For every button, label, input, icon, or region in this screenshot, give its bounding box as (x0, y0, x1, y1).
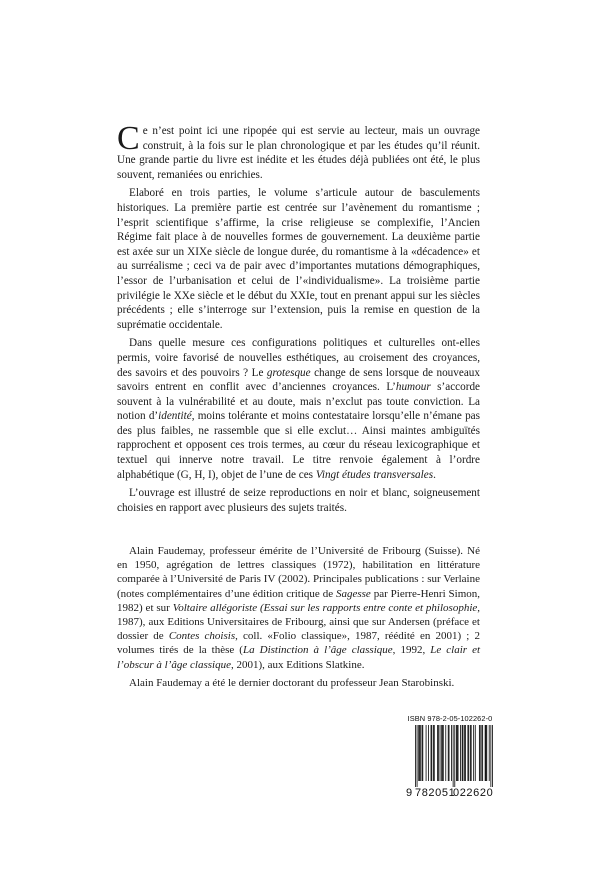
author-bio-paragraph-1: Alain Faudemay, professeur émérite de l’Université de Fribourg (Suisse). Né en 1950, agrégation de lettres classiques (1972), habilitation en littérature comparée à l’Université de Paris IV (2002). Principales publications : sur Verlaine (notes complémentaires d’une édition critique de Sagesse par Pierre-Henri Simon, 1982) et sur Voltaire allégoriste (Essai sur les rapports entre conte et philosophie, 1987), aux Editions Universitaires de Fribourg, ainsi que sur Andersen (préface et dossier de Contes choisis, coll. «Folio classique», 1987, réédité en 2001) ; 2 volumes tirés de la thèse (La Distinction à l’âge classique, 1992, Le clair et l’obscur à l’âge classique, 2001), aux Editions Slatkine. (117, 545, 481, 671)
barcode-digits: 9 782051 022620 (406, 787, 494, 799)
barcode-bar (464, 725, 465, 781)
barcode-bar (445, 725, 446, 781)
barcode-bar (442, 725, 443, 781)
barcode-bar (475, 725, 476, 781)
barcode-bar (441, 725, 442, 781)
barcode-bar (422, 725, 423, 781)
blurb-paragraph-4: L’ouvrage est illustré de seize reproductions en noir et blanc, soigneusement choisies en rapport avec plusieurs des sujets traités. (117, 487, 480, 514)
barcode-bar (465, 725, 466, 781)
barcode-bar (454, 725, 455, 787)
barcode-bar (431, 725, 432, 781)
barcode-bar (422, 725, 423, 781)
barcode-bar (428, 725, 429, 781)
blurb-paragraph-1: Ce n’est point ici une ripopée qui est servie au lecteur, mais un ouvrage construit, à la fois sur le plan chronologique et par les études qu’il réunit. Une grande partie du livre est inédite et les études déjà publiées ont été, le plus souvent, remaniées ou enrichies. (117, 120, 480, 181)
barcode-bar (448, 725, 449, 781)
title-clair-obscur: Le clair et l’obscur à l’âge classique (117, 644, 481, 671)
barcode-bar (449, 725, 450, 781)
term-identite: identité (158, 410, 192, 423)
isbn-label: ISBN 978-2-05-102262-0 (407, 714, 493, 723)
barcode-bar (443, 725, 444, 781)
title-voltaire: Voltaire allégoriste (Essai sur les rapports entre conte et philosophie (172, 601, 478, 614)
barcode-bar (426, 725, 427, 781)
barcode-bar (492, 725, 493, 787)
barcode-bar (490, 725, 491, 787)
barcode-bar (456, 725, 457, 781)
book-title-reference: Vingt études transversales (315, 468, 434, 481)
author-bio (117, 544, 480, 694)
term-grotesque: grotesque (266, 366, 311, 379)
blurb-paragraph-2: Elaboré en trois parties, le volume s’articule autour de basculements historiques. La première partie est centrée sur l’avènement du romantisme ; l’esprit scientifique s’affirme, la crise religieuse se complexifie, l’Ancien Régime fait place à de nouvelles formes de gouvernement. La deuxième partie est axée sur un XIXe siècle de longue durée, du romantisme à la «décadence» et au surréalisme ; ceci va de pair avec d’importantes mutations démographiques, l’essor de l’urbanisation et celui de l’«individualisme». La troisième partie privilégie le XXe siècle et le début du XXIe, tout en prenant appui sur les siècles précédents ; elle s’interroge sur l’extension, puis la remise en question de la suprématie occidentale. (117, 187, 480, 331)
barcode-bar (486, 725, 487, 781)
barcode-bar (451, 725, 452, 781)
barcode-bar (418, 725, 419, 781)
barcode-bar (460, 725, 461, 781)
blurb-paragraph-3: Dans quelle mesure ces configurations politiques et culturelles ont-elles permis, voire favorisé de nouvelles esthétiques, au croisement des croyances, des savoirs et des pouvoirs ? Le grotesque change de sens lorsque de nouveaux savoirs entrent en conflit avec d’anciennes croyances. L’humour s’accorde souvent à la vulnérabilité et au doute, mais n’exclut pas toute conviction. La notion d’identité, moins tolérante et moins contestataire lorsqu’elle n’émane pas des plus faibles, ne rassemble que si elle exclut… Ainsi maintes ambiguïtés rapprochent et opposent ces trois termes, au cœur du réseau lexicographique et textuel qui innerve notre travail. Le titre renvoie également à l’ordre alphabétique (G, H, I), objet de l’une de ces Vingt études transversales. (117, 337, 481, 481)
barcode-bar (462, 725, 463, 781)
barcode-bar (434, 725, 435, 781)
drop-cap: C (117, 120, 140, 157)
term-humour: humour (395, 381, 431, 394)
barcode-bar (473, 725, 474, 781)
barcode-bar (481, 725, 482, 781)
barcode-bar (457, 725, 458, 781)
barcode-bar (468, 725, 469, 781)
barcode-bar (431, 725, 432, 781)
barcode-bar (486, 725, 487, 781)
barcode-bar (417, 725, 418, 787)
barcode-bar (437, 725, 438, 781)
barcode-bar (415, 725, 416, 787)
barcode-bars (406, 725, 494, 787)
title-distinction: La Distinction à l’âge classique (242, 644, 393, 657)
barcode-bar (467, 725, 468, 781)
barcode-bar (419, 725, 420, 781)
author-bio-paragraph-2: Alain Faudemay a été le dernier doctorant du professeur Jean Starobinski. (129, 676, 455, 689)
title-contes-choisis: Contes choisis (168, 630, 236, 643)
barcode-bar (471, 725, 472, 781)
title-sagesse: Sagesse (335, 587, 371, 600)
isbn-barcode (406, 714, 494, 804)
barcode-bar (458, 725, 459, 781)
barcode-bar (438, 725, 439, 781)
barcode-bar (440, 725, 441, 781)
barcode-bar (480, 725, 481, 781)
barcode-bar (470, 725, 471, 781)
barcode-bar (479, 725, 480, 781)
barcode-bar (482, 725, 483, 781)
barcode-bar (463, 725, 464, 781)
barcode-bar (433, 725, 434, 781)
barcode-bar (489, 725, 490, 781)
barcode-bar (453, 725, 454, 787)
barcode-bar (420, 725, 421, 781)
blurb-text (117, 120, 481, 519)
barcode-bar (485, 725, 486, 781)
